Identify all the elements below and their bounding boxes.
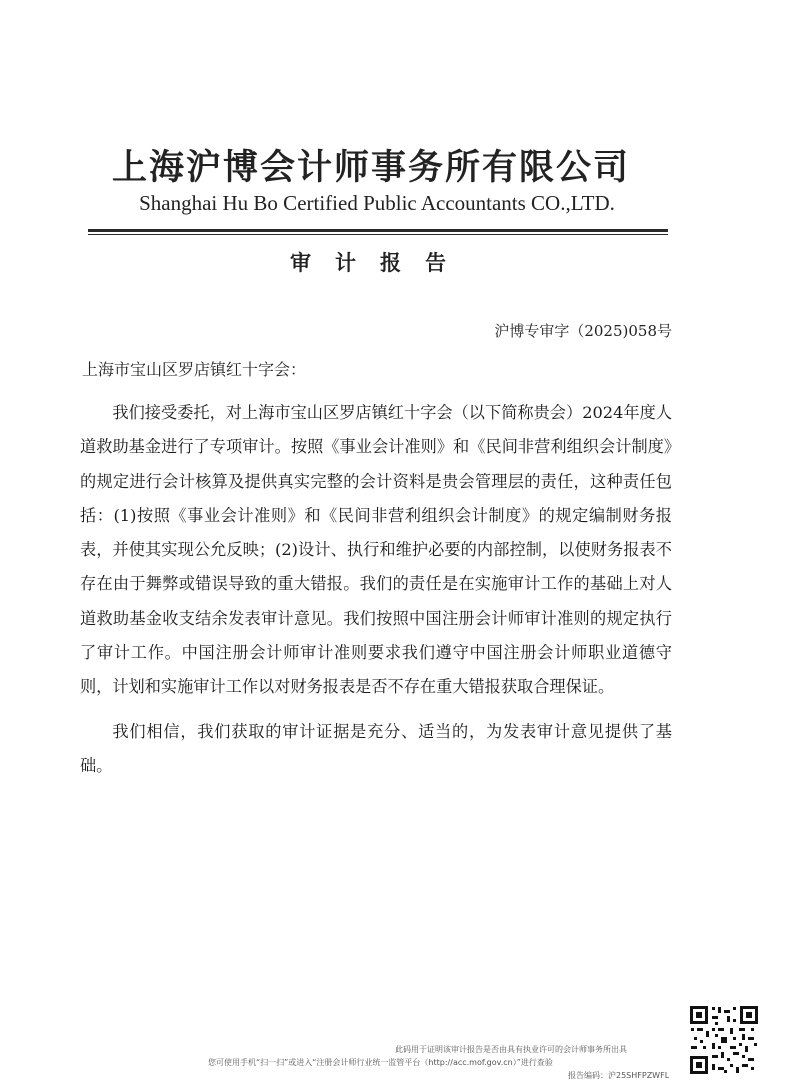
firm-name-chinese: 上海沪博会计师事务所有限公司: [111, 148, 630, 188]
verification-footer: [0, 1030, 792, 1092]
report-reference-number: 沪博专审字（2025)058号: [494, 322, 672, 340]
report-addressee: 上海市宝山区罗店镇红十字会：: [82, 360, 307, 379]
report-title: 审计报告: [290, 251, 470, 275]
header-divider-thin: [88, 234, 668, 235]
footer-scan-instructions: 您可使用手机“扫一扫”或进入“注册会计师行业统一监管平台（http://acc.mof.gov.cn）”进行查验: [208, 1058, 553, 1067]
qr-code-icon[interactable]: [688, 1004, 760, 1076]
header-divider-thick: [88, 229, 668, 232]
firm-name-english: Shanghai Hu Bo Certified Public Accountants CO.,LTD.: [139, 191, 615, 215]
body-paragraph-2: 我们相信，我们获取的审计证据是充分、适当的，为发表审计意见提供了基础。: [80, 721, 672, 775]
footer-verification-note: 此码用于证明该审计报告是否由具有执业许可的会计师事务所出具: [395, 1045, 627, 1054]
footer-report-code: 报告编码：沪25SHFPZWFL: [568, 1071, 670, 1080]
report-body: [80, 396, 672, 783]
body-paragraph-1: 我们接受委托，对上海市宝山区罗店镇红十字会（以下简称贵会）2024年度人道救助基金进行了专项审计。按照《事业会计准则》和《民间非营利组织会计制度》的规定进行会计核算及提供真实完整的会计资料是贵会管理层的责任，这种责任包括：(1)按照《事业会计准则》和《民间非营利组织会计制度》的规定编制财务报表，并使其实现公允反映；(2)设计、执行和维护必要的内部控制，以使财务报表不存在由于舞弊或错误导致的重大错报。我们的责任是在实施审计工作的基础上对人道救助基金收支结余发表审计意见。我们按照中国注册会计师审计准则的规定执行了审计工作。中国注册会计师审计准则要求我们遵守中国注册会计师职业道德守则，计划和实施审计工作以对财务报表是否不存在重大错报获取合理保证。: [80, 403, 672, 697]
